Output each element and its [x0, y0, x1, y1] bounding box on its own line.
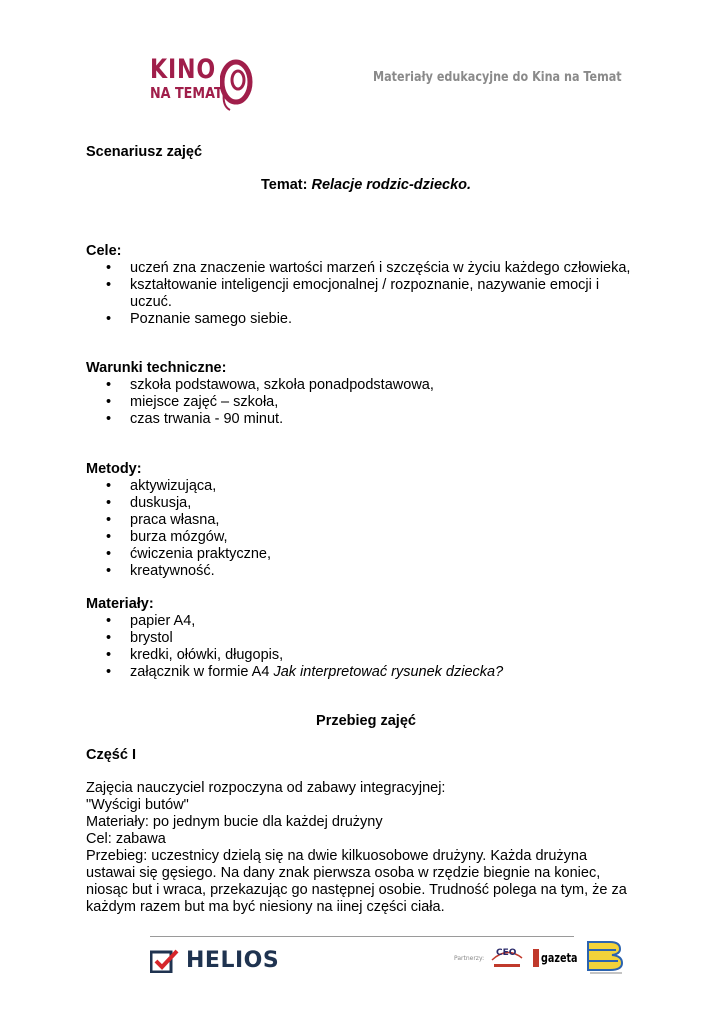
footer-divider — [150, 936, 574, 937]
header-caption: Materiały edukacyjne do Kina na Temat — [373, 70, 622, 85]
goals-list — [86, 260, 630, 328]
list-item: • ćwiczenia praktyczne, — [86, 546, 271, 563]
paragraph-line: Zajęcia nauczyciel rozpoczyna od zabawy integracyjnej: — [86, 780, 446, 796]
conditions-list — [86, 377, 434, 428]
paragraph-line: niosąc but i wraca, przekazując go następnej osobie. Trudność polega na tym, że za — [86, 882, 627, 898]
library-b-icon — [586, 940, 626, 976]
gazeta-logo — [533, 949, 587, 967]
list-item: • duskusja, — [86, 495, 271, 512]
scenario-heading: Scenariusz zajęć — [86, 144, 203, 160]
materials-list — [86, 613, 503, 681]
conditions-title: Warunki techniczne: — [86, 360, 227, 376]
attachment-title: Jak interpretować rysunek dziecka? — [273, 664, 504, 680]
goals-title: Cele: — [86, 243, 122, 259]
paragraph-line: Przebieg: uczestnicy dzielą się na dwie kilkuosobowe drużyny. Każda drużyna — [86, 848, 588, 864]
list-item-text: uczuć. — [130, 294, 172, 310]
list-item: • papier A4, — [86, 613, 503, 630]
paragraph-line: każdym razem but ma być niesiony na iinej części ciała. — [86, 899, 445, 915]
list-item: • szkoła podstawowa, szkoła ponadpodstawowa, — [86, 377, 434, 394]
paragraph-line: "Wyścigi butów" — [86, 797, 189, 813]
list-item: • uczeń zna znaczenie wartości marzeń i szczęścia w życiu każdego człowieka, — [86, 260, 630, 277]
gazeta-red-mark-icon — [533, 949, 539, 967]
film-reel-swirl-icon — [220, 54, 256, 114]
course-title: Przebieg zajęć — [316, 713, 416, 729]
list-item: • aktywizująca, — [86, 478, 271, 495]
paragraph-line: ustawai się gęsiego. Na dany znak pierwsza osoba w rzędzie biegnie na koniec, — [86, 865, 601, 881]
logo-na-temat-text: NA TEMAT — [150, 84, 223, 102]
topic-line — [86, 177, 646, 194]
methods-list — [86, 478, 271, 580]
methods-title: Metody: — [86, 461, 142, 477]
list-item: • praca własna, — [86, 512, 271, 529]
list-item: • brystol — [86, 630, 503, 647]
topic-value: Relacje rodzic-dziecko. — [311, 177, 472, 193]
logo-kino-text: KINO — [150, 54, 217, 85]
paragraph-line: Materiały: po jednym bucie dla każdej drużyny — [86, 814, 383, 830]
helios-check-icon — [150, 949, 180, 973]
list-item: • kredki, ołówki, długopis, — [86, 647, 503, 664]
helios-text: HELIOS — [186, 948, 280, 973]
list-item: • burza mózgów, — [86, 529, 271, 546]
list-item-text: załącznik w formie A4 — [130, 664, 274, 680]
part-title: Część I — [86, 747, 136, 763]
materials-title: Materiały: — [86, 596, 154, 612]
list-item: • kreatywność. — [86, 563, 271, 580]
topic-label: Temat: — [260, 177, 312, 193]
gazeta-text: gazeta — [541, 951, 578, 965]
library-logo — [586, 940, 626, 981]
ceo-logo — [490, 946, 524, 975]
helios-logo — [150, 948, 279, 973]
partners-label: Partnerzy: — [454, 955, 485, 962]
list-item: • Poznanie samego siebie. — [86, 311, 630, 328]
list-item: • kształtowanie inteligencji emocjonalnej / rozpoznanie, nazywanie emocji i — [86, 277, 630, 294]
kino-na-temat-logo — [150, 54, 256, 114]
list-item-continuation — [86, 294, 630, 311]
list-item: • miejsce zajęć – szkoła, — [86, 394, 434, 411]
list-item — [86, 664, 503, 681]
list-item: • czas trwania - 90 minut. — [86, 411, 434, 428]
paragraph-line: Cel: zabawa — [86, 831, 166, 847]
ceo-text: CEO — [496, 948, 517, 958]
